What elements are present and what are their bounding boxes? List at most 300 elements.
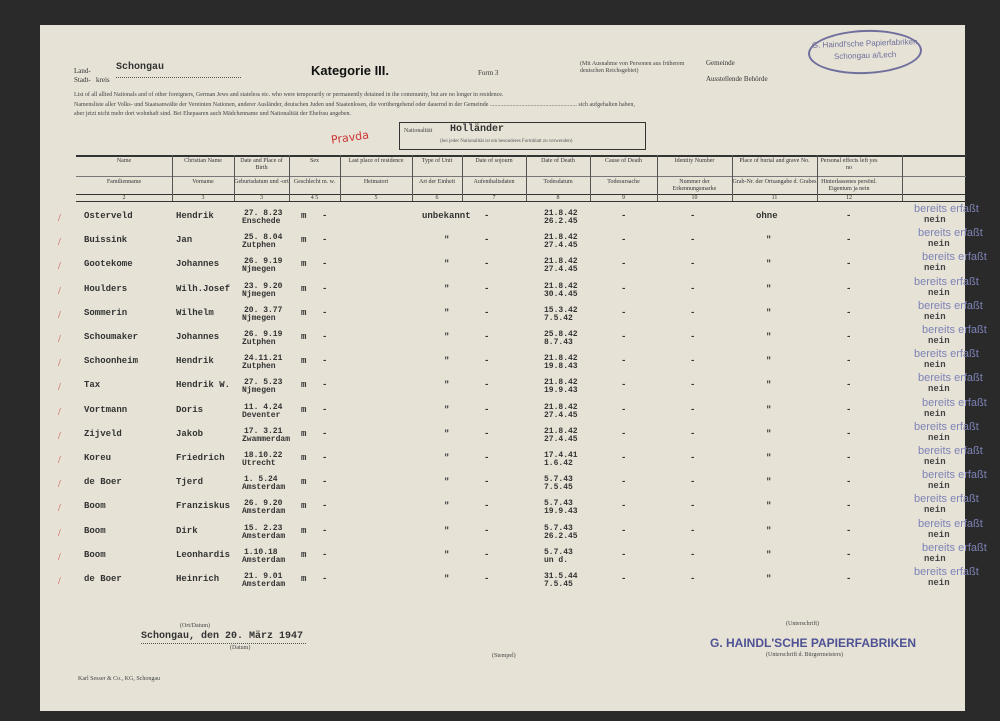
- check-mark: /: [58, 237, 61, 249]
- row-unit: -: [484, 501, 490, 512]
- row-unit: -: [484, 356, 490, 367]
- table-top-rule: [76, 155, 966, 157]
- row-sex: m: [301, 501, 307, 512]
- header-note: (Mit Ausnahme von Personen aus früherem deutschen Reichsgebiet): [580, 61, 685, 74]
- column-number: 6: [435, 195, 439, 201]
- column-number: 10: [691, 195, 698, 201]
- column-header-en: Date of sojourn: [475, 158, 513, 164]
- row-identity: ": [766, 332, 772, 342]
- row-sex-w: -: [322, 525, 328, 536]
- row-grave: -: [846, 380, 852, 391]
- column-header-en: Date and Place of Birth: [240, 158, 283, 171]
- row-birth-date: 18.10.22: [244, 451, 283, 460]
- row-birth-date: 26. 9.19: [244, 330, 283, 339]
- row-sex: m: [301, 356, 307, 367]
- row-heimat: ": [444, 356, 450, 367]
- row-sex-w: -: [322, 259, 328, 270]
- nationality-sublabel: (bei jeder Nationalität ist ein besonderes Formblatt zu verwenden): [440, 139, 573, 144]
- row-birth-place: Deventer: [242, 410, 281, 420]
- row-death-date: -: [621, 211, 627, 221]
- row-stay-from: 21.8.42: [544, 426, 578, 436]
- row-sex-w: -: [322, 574, 328, 584]
- land-label: Land-: [74, 67, 91, 75]
- check-mark: /: [58, 455, 61, 466]
- column-number: 8: [556, 195, 560, 201]
- row-erfasst-stamp: bereits erfaßt: [914, 348, 979, 361]
- row-birth-place: Zutphen: [242, 338, 276, 347]
- stamp-line1: G. Haindl'sche Papierfabriken: [811, 37, 918, 50]
- row-name: Osterveld: [84, 211, 133, 221]
- row-birth-date: 26. 9.19: [244, 257, 283, 267]
- row-heimat: ": [444, 453, 450, 463]
- row-death-date: -: [621, 235, 627, 246]
- row-birth-date: 21. 9.01: [244, 572, 283, 581]
- row-name: Vortmann: [84, 404, 128, 415]
- row-birth-place: Amsterdam: [242, 580, 286, 589]
- check-mark: /: [58, 285, 61, 297]
- row-sex-w: -: [322, 501, 328, 512]
- gemeinde-label: Gemeinde: [706, 59, 735, 67]
- row-stay-from: 17.4.41: [544, 451, 578, 460]
- row-identity: ": [766, 404, 772, 415]
- row-effects: nein: [928, 336, 950, 346]
- row-heimat: ": [444, 307, 450, 318]
- row-birth-place: Amsterdam: [242, 483, 286, 493]
- column-header-de: Geburtsdatum und -ort: [234, 179, 289, 185]
- row-death-date: -: [621, 549, 627, 560]
- row-birth-place: Zutphen: [242, 362, 276, 372]
- row-grave: -: [846, 574, 852, 584]
- row-identity: ": [766, 574, 772, 584]
- row-cause: -: [690, 574, 696, 584]
- place-date-underline: [141, 643, 306, 644]
- row-sex-w: -: [322, 453, 328, 463]
- row-erfasst-stamp: bereits erfaßt: [918, 372, 983, 385]
- row-sex: m: [301, 525, 307, 536]
- row-heimat: ": [444, 380, 450, 391]
- row-sex-w: -: [322, 332, 328, 342]
- row-sex: m: [301, 477, 307, 488]
- row-sex-w: -: [322, 356, 328, 367]
- row-stay-to: 19.8.43: [544, 362, 578, 372]
- intro-line2: Namensliste aller Volks- und Staatsanwälte der Vereinten Nationen, anderer Ausländer, deutschen Juden und Staatenlosen, die vorübergehend oder dauernd in der Gemeinde .......................................................... sich aufgehalten haben,: [74, 102, 635, 108]
- row-birth-place: Njmegen: [242, 289, 276, 299]
- row-death-date: -: [621, 574, 627, 584]
- row-effects: nein: [928, 384, 950, 395]
- row-unit: -: [484, 525, 490, 536]
- row-heimat: ": [444, 574, 450, 584]
- row-cause: -: [690, 404, 696, 415]
- row-effects: nein: [924, 215, 946, 225]
- row-effects: nein: [924, 505, 946, 516]
- row-cause: -: [690, 380, 696, 391]
- row-birth-place: Zwammerdam: [242, 434, 291, 444]
- row-erfasst-stamp: bereits erfaßt: [918, 445, 983, 457]
- form-label: Form 3: [478, 69, 499, 77]
- row-stay-from: 5.7.43: [544, 523, 573, 533]
- row-unit: -: [484, 332, 490, 342]
- column-number: 9: [622, 195, 625, 201]
- row-erfasst-stamp: bereits erfaßt: [922, 469, 987, 482]
- row-name: Schoumaker: [84, 332, 139, 342]
- row-effects: nein: [928, 287, 950, 298]
- row-sex: m: [301, 428, 307, 439]
- row-stay-to: 8.7.43: [544, 338, 573, 347]
- nationality-value: Holländer: [450, 124, 505, 135]
- column-number: 5: [374, 195, 378, 201]
- column-header-en: Personal effects left yes no: [820, 158, 878, 171]
- printer-imprint: Karl Sesser & Co., KG, Schongau: [78, 676, 160, 682]
- row-stay-to: 27.4.45: [544, 434, 578, 444]
- column-number: 3: [201, 195, 205, 201]
- row-cause: -: [690, 307, 696, 318]
- row-identity: ": [766, 259, 772, 270]
- row-name: de Boer: [84, 574, 122, 584]
- row-cause: -: [690, 477, 696, 488]
- row-effects: nein: [928, 481, 950, 492]
- row-cause: -: [690, 356, 696, 367]
- row-birth-date: 17. 3.21: [244, 426, 283, 436]
- row-name: Sommerin: [84, 307, 128, 318]
- row-vorname: Franziskus: [176, 501, 231, 512]
- row-unit: -: [484, 477, 490, 488]
- row-stay-to: 7.5.42: [544, 313, 573, 323]
- row-identity: ": [766, 525, 772, 536]
- row-sex: m: [301, 453, 307, 463]
- row-heimat: ": [444, 525, 450, 536]
- row-birth-date: 1. 5.24: [244, 475, 278, 485]
- row-sex: m: [301, 549, 307, 560]
- row-vorname: Hendrik: [176, 211, 214, 221]
- table-header-mid-rule: [76, 176, 966, 177]
- row-unit: -: [484, 283, 490, 294]
- row-birth-date: 15. 2.23: [244, 523, 283, 533]
- row-death-date: -: [621, 332, 627, 342]
- row-erfasst-stamp: bereits erfaßt: [922, 541, 987, 554]
- row-vorname: Heinrich: [176, 574, 220, 584]
- row-sex: m: [301, 574, 307, 584]
- row-cause: -: [690, 428, 696, 439]
- row-identity: ": [766, 235, 772, 246]
- row-name: Boom: [84, 501, 106, 512]
- row-vorname: Jakob: [176, 428, 204, 439]
- document-sheet: [40, 25, 987, 711]
- row-death-date: -: [621, 477, 627, 488]
- unterschrift-label: (Unterschrift): [786, 621, 819, 627]
- row-birth-date: 1.10.18: [244, 547, 278, 557]
- check-mark: /: [58, 430, 61, 442]
- column-header-en: Cause of Death: [605, 158, 642, 164]
- row-death-date: -: [621, 283, 627, 294]
- row-unit: -: [484, 428, 490, 439]
- column-header-de: Aufenthaltsdaten: [473, 179, 515, 185]
- row-grave: -: [846, 404, 852, 415]
- row-cause: -: [690, 501, 696, 512]
- row-grave: -: [846, 477, 852, 488]
- row-death-date: -: [621, 404, 627, 415]
- stempel-label: (Stempel): [492, 653, 516, 659]
- row-heimat: ": [444, 404, 450, 415]
- row-stay-to: 7.5.45: [544, 483, 573, 493]
- row-vorname: Hendrik W.: [176, 380, 231, 391]
- column-header-de: Todesdatum: [543, 179, 573, 185]
- row-name: Houlders: [84, 283, 128, 294]
- row-stay-to: 26.2.45: [544, 217, 578, 226]
- row-heimat: ": [444, 259, 450, 270]
- row-birth-place: Enschede: [242, 217, 281, 226]
- row-effects: nein: [924, 311, 946, 322]
- row-cause: -: [690, 259, 696, 270]
- row-death-date: -: [621, 501, 627, 512]
- stamp-line2: Schongau a/Lech: [833, 49, 897, 62]
- row-name: Gootekome: [84, 259, 133, 270]
- row-erfasst-stamp: bereits erfaßt: [914, 275, 979, 288]
- row-sex-w: -: [322, 235, 328, 246]
- row-sex-w: -: [322, 404, 328, 415]
- row-vorname: Johannes: [176, 259, 220, 270]
- column-header-de: Art der Einheit: [419, 179, 455, 185]
- row-vorname: Friedrich: [176, 453, 225, 463]
- row-grave: -: [846, 356, 852, 367]
- row-stay-from: 5.7.43: [544, 547, 573, 557]
- row-death-date: -: [621, 356, 627, 367]
- row-stay-from: 21.8.42: [544, 257, 578, 267]
- row-stay-from: 15.3.42: [544, 305, 578, 315]
- row-vorname: Wilh.Josef: [176, 283, 231, 294]
- column-header-de: Hinterlassenes persönl. Eigentum ja nein: [821, 179, 877, 192]
- row-death-date: -: [621, 380, 627, 391]
- row-stay-to: 7.5.45: [544, 580, 573, 589]
- row-effects: nein: [928, 529, 950, 540]
- row-death-date: -: [621, 453, 627, 463]
- row-identity: ": [766, 356, 772, 367]
- row-vorname: Hendrik: [176, 356, 214, 367]
- row-grave: -: [846, 549, 852, 560]
- row-stay-to: 27.4.45: [544, 265, 578, 275]
- column-header-de: Heimatort: [363, 179, 389, 185]
- row-stay-from: 21.8.42: [544, 402, 578, 412]
- row-sex-w: -: [322, 380, 328, 391]
- row-erfasst-stamp: bereits erfaßt: [918, 517, 983, 530]
- row-birth-date: 27. 8.23: [244, 209, 283, 218]
- row-sex-w: -: [322, 307, 328, 318]
- column-number: 11: [771, 195, 778, 201]
- row-stay-to: 27.4.45: [544, 241, 578, 251]
- row-vorname: Tjerd: [176, 477, 204, 488]
- row-name: Schoonheim: [84, 356, 139, 367]
- column-number: 4 5: [310, 195, 319, 201]
- row-erfasst-stamp: bereits erfaßt: [918, 299, 983, 312]
- row-heimat: unbekannt: [422, 211, 471, 221]
- row-sex-w: -: [322, 428, 328, 439]
- check-mark: /: [58, 334, 61, 345]
- row-grave: -: [846, 283, 852, 294]
- row-sex: m: [301, 283, 307, 294]
- row-effects: nein: [928, 239, 950, 250]
- column-header-en: Christian Name: [184, 158, 222, 164]
- row-unit: -: [484, 574, 490, 584]
- place-date: Schongau, den 20. März 1947: [141, 631, 304, 642]
- row-stay-from: 21.8.42: [544, 209, 578, 218]
- row-erfasst-stamp: bereits erfaßt: [922, 324, 987, 336]
- row-birth-place: Zutphen: [242, 241, 276, 251]
- column-header-en: Identity Number: [674, 158, 715, 164]
- row-birth-place: Amsterdam: [242, 555, 286, 565]
- column-header-en: Place of burial and grave No.: [739, 158, 810, 164]
- row-effects: nein: [924, 553, 946, 564]
- check-mark: /: [58, 309, 61, 321]
- ausstellende-label: Ausstellende Behörde: [706, 75, 768, 83]
- column-header-en: Type of Unit: [421, 158, 453, 164]
- row-erfasst-stamp: bereits erfaßt: [914, 420, 979, 433]
- row-birth-date: 25. 8.04: [244, 233, 283, 243]
- row-grave: -: [846, 453, 852, 463]
- row-vorname: Johannes: [176, 332, 220, 342]
- row-identity: ": [766, 549, 772, 560]
- row-name: de Boer: [84, 477, 122, 488]
- row-cause: -: [690, 525, 696, 536]
- row-identity: ": [766, 453, 772, 463]
- row-grave: -: [846, 332, 852, 342]
- row-identity: ": [766, 283, 772, 294]
- column-number: 2: [122, 195, 126, 201]
- check-mark: /: [58, 382, 61, 394]
- column-header-de: Grab-Nr. der Ortsangabe d. Grabes: [732, 179, 817, 185]
- row-vorname: Dirk: [176, 525, 198, 536]
- kreis-value: Schongau: [116, 62, 165, 73]
- row-unit: -: [484, 453, 490, 463]
- row-cause: -: [690, 332, 696, 342]
- column-header-de: Geschlecht m. w.: [293, 179, 336, 185]
- row-identity: ": [766, 428, 772, 439]
- row-effects: nein: [924, 408, 946, 419]
- row-heimat: ": [444, 428, 450, 439]
- row-effects: nein: [928, 432, 950, 443]
- check-mark: /: [58, 527, 61, 539]
- row-identity: ": [766, 501, 772, 512]
- row-stay-to: 26.2.45: [544, 531, 578, 541]
- column-rule: [902, 155, 903, 201]
- kreis-label: kreis: [96, 76, 110, 84]
- row-sex-w: -: [322, 211, 328, 221]
- row-stay-to: 19.9.43: [544, 386, 578, 396]
- row-stay-to: 27.4.45: [544, 410, 578, 420]
- row-name: Zijveld: [84, 428, 122, 439]
- row-effects: nein: [924, 457, 946, 467]
- row-birth-place: Njmegen: [242, 265, 276, 275]
- check-mark: /: [58, 503, 61, 515]
- column-number: 12: [846, 195, 852, 201]
- row-unit: -: [484, 380, 490, 391]
- row-name: Boom: [84, 549, 106, 560]
- row-grave: -: [846, 259, 852, 270]
- row-name: Tax: [84, 380, 101, 391]
- row-birth-place: Amsterdam: [242, 531, 286, 541]
- column-number: 7: [492, 195, 496, 201]
- row-birth-place: Njmegen: [242, 386, 276, 396]
- intro-line3: aber jetzt nicht mehr dort wohnhaft sind. Bei Ehepaaren auch Mädchenname und Nationalität der Ehefrau angeben.: [74, 111, 352, 117]
- row-cause: -: [690, 283, 696, 294]
- row-stay-from: 25.8.42: [544, 330, 578, 339]
- column-number: 3: [260, 195, 263, 201]
- column-header-en: Name: [116, 158, 132, 164]
- page-title: Kategorie III.: [311, 63, 390, 78]
- row-grave: -: [846, 307, 852, 318]
- row-stay-from: 21.8.42: [544, 354, 578, 364]
- row-heimat: ": [444, 332, 450, 342]
- row-erfasst-stamp: bereits erfaßt: [914, 203, 979, 215]
- stadt-label: Stadt-: [74, 76, 91, 84]
- column-header-de: Vorname: [192, 179, 214, 185]
- row-effects: nein: [924, 360, 946, 371]
- red-annotation: Pravda: [330, 128, 370, 147]
- row-heimat: ": [444, 235, 450, 246]
- row-cause: -: [690, 453, 696, 463]
- kreis-underline: [116, 77, 241, 78]
- column-header-de: Todesursache: [607, 179, 640, 185]
- row-death-date: -: [621, 307, 627, 318]
- row-identity: ": [766, 477, 772, 488]
- row-sex: m: [301, 235, 307, 246]
- row-unit: -: [484, 307, 490, 318]
- row-unit: -: [484, 549, 490, 560]
- row-unit: -: [484, 235, 490, 246]
- row-birth-date: 23. 9.20: [244, 281, 283, 291]
- row-birth-date: 11. 4.24: [244, 402, 283, 412]
- row-name: Boom: [84, 525, 106, 536]
- row-grave: -: [846, 211, 852, 221]
- row-heimat: ": [444, 283, 450, 294]
- column-header-en: Date of Death: [541, 158, 575, 164]
- row-cause: -: [690, 549, 696, 560]
- column-header-en: Sex: [310, 158, 319, 164]
- check-mark: /: [58, 479, 61, 491]
- row-sex: m: [301, 404, 307, 415]
- intro-line1: List of all allied Nationals and of other foreigners, German Jews and stateless etc. who were temporarily or permanently detained in the community, but are no longer in residence.: [74, 92, 504, 98]
- row-stay-to: 1.6.42: [544, 459, 573, 468]
- row-vorname: Wilhelm: [176, 307, 214, 318]
- row-stay-from: 21.8.42: [544, 233, 578, 243]
- row-sex: m: [301, 380, 307, 391]
- row-sex: m: [301, 211, 307, 221]
- check-mark: /: [58, 576, 61, 587]
- row-sex: m: [301, 259, 307, 270]
- row-sex-w: -: [322, 549, 328, 560]
- row-unit: -: [484, 404, 490, 415]
- row-vorname: Jan: [176, 235, 193, 246]
- row-stay-from: 21.8.42: [544, 281, 578, 291]
- row-birth-date: 24.11.21: [244, 354, 283, 364]
- datum-label: (Datum): [230, 645, 251, 651]
- row-stay-to: un d.: [544, 555, 569, 565]
- row-stay-from: 5.7.43: [544, 499, 573, 509]
- row-stay-from: 21.8.42: [544, 378, 578, 388]
- row-effects: nein: [928, 578, 950, 588]
- column-header-en: Last place of residence: [348, 158, 404, 164]
- signature-sublabel: (Unterschrift d. Bürgermeisters): [766, 652, 844, 658]
- row-death-date: -: [621, 525, 627, 536]
- check-mark: /: [58, 551, 61, 563]
- row-cause: -: [690, 211, 696, 221]
- row-birth-date: 20. 3.77: [244, 305, 283, 315]
- row-unit: -: [484, 259, 490, 270]
- row-effects: nein: [924, 263, 946, 274]
- signature-stamp: G. HAINDL'SCHE PAPIERFABRIKEN: [710, 636, 916, 650]
- row-erfasst-stamp: bereits erfaßt: [922, 396, 987, 409]
- row-sex: m: [301, 307, 307, 318]
- check-mark: /: [58, 358, 61, 370]
- check-mark: /: [58, 213, 61, 224]
